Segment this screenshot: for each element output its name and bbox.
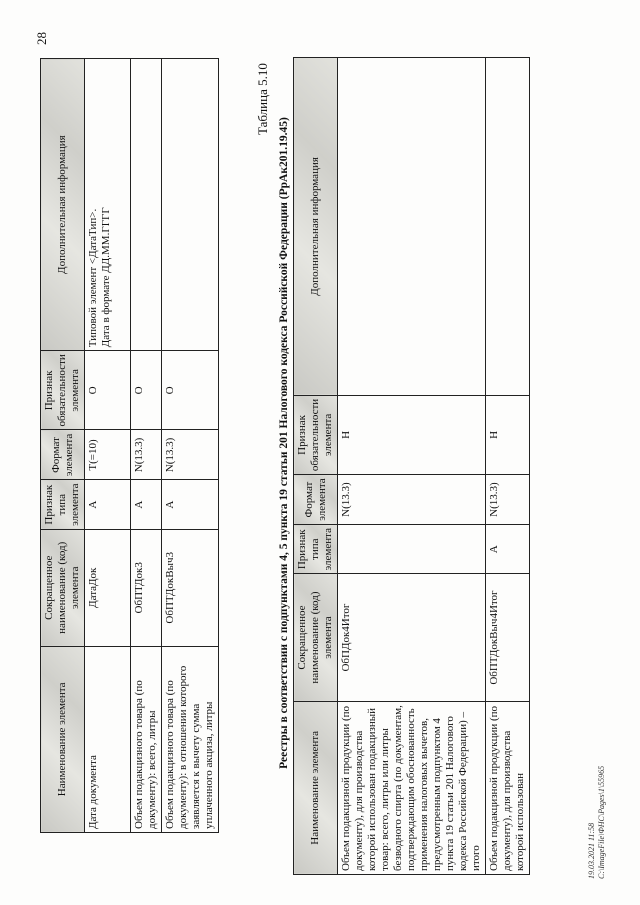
cell-format: N(13.3) bbox=[486, 475, 530, 525]
table-title: Реестры в соответствии с подпунктами 4, 5 пункта 19 статьи 201 Налогового кодекса Российской Федерации (РрАк201.19.45) bbox=[278, 117, 290, 769]
header-code: Сокращенное наименование (код) элемента bbox=[41, 529, 85, 646]
cell-type bbox=[338, 525, 486, 574]
elements-table-continued bbox=[40, 58, 219, 833]
table-row bbox=[85, 59, 131, 833]
cell-required: О bbox=[162, 351, 219, 430]
cell-type: А bbox=[131, 480, 162, 529]
header-name: Наименование элемента bbox=[294, 701, 338, 874]
cell-type: А bbox=[162, 480, 219, 529]
cell-info bbox=[162, 59, 219, 351]
cell-format: T(=10) bbox=[85, 430, 131, 480]
header-info: Дополнительная информация bbox=[41, 59, 85, 351]
cell-format: N(13.3) bbox=[162, 430, 219, 480]
cell-info bbox=[486, 58, 530, 396]
table-header-row bbox=[41, 59, 85, 833]
cell-name: Объем подакцизной продукции (по документу), для производства которой использован bbox=[486, 701, 530, 874]
header-info: Дополнительная информация bbox=[294, 58, 338, 396]
cell-info bbox=[338, 58, 486, 396]
cell-name: Дата документа bbox=[85, 646, 131, 832]
cell-format: N(13.3) bbox=[131, 430, 162, 480]
table-row bbox=[338, 58, 486, 875]
cell-type: А bbox=[85, 480, 131, 529]
header-required: Признак обязательности элемента bbox=[41, 351, 85, 430]
stamp-line-1: 19.03.2021 11:58 bbox=[587, 822, 596, 879]
header-type: Признак типа элемента bbox=[294, 525, 338, 574]
cell-type: А bbox=[486, 525, 530, 574]
cell-code: ОбПДок4Итог bbox=[338, 574, 486, 701]
table-label: Таблица 5.10 bbox=[255, 63, 270, 135]
cell-code: ОбПТДокВыч4Итог bbox=[486, 574, 530, 701]
header-format: Формат элемента bbox=[294, 475, 338, 525]
cell-required: О bbox=[85, 351, 131, 430]
header-format: Формат элемента bbox=[41, 430, 85, 480]
cell-info bbox=[131, 59, 162, 351]
table-row bbox=[162, 59, 219, 833]
cell-format: N(13.3) bbox=[338, 475, 486, 525]
header-type: Признак типа элемента bbox=[41, 480, 85, 529]
cell-required: Н bbox=[338, 395, 486, 474]
cell-code: ДатаДок bbox=[85, 529, 131, 646]
cell-required: О bbox=[131, 351, 162, 430]
table-header-row bbox=[294, 58, 338, 875]
table-row bbox=[131, 59, 162, 833]
cell-required: Н bbox=[486, 395, 530, 474]
cell-code: ОбПТДок3 bbox=[131, 529, 162, 646]
registry-table bbox=[293, 57, 530, 875]
cell-name: Объем подакцизной продукции (по документу), для производства которой использован подакцизный товар: всего, литры или литры безводного спирта (по документам, подтверждающим обоснованность применения налоговых вычетов, предусмотренным подпунктом 4 пункта 19 статьи 201 Налогового кодекса Российской Федерации) – итого bbox=[338, 701, 486, 874]
document-stamp bbox=[587, 766, 607, 879]
page-number: 28 bbox=[34, 32, 49, 45]
header-name: Наименование элемента bbox=[41, 646, 85, 832]
cell-name: Объем подакцизного товара (по документу): в отношении которого заявляется к вычету сумма уплаченного акциза, литры bbox=[162, 646, 219, 832]
cell-name: Объем подакцизного товара (по документу): всего, литры bbox=[131, 646, 162, 832]
header-code: Сокращенное наименование (код) элемента bbox=[294, 574, 338, 701]
cell-info: Типовой элемент <ДатаТип>. Дата в формате ДД.ММ.ГГГГ bbox=[85, 59, 131, 351]
table-row bbox=[486, 58, 530, 875]
header-required: Признак обязательности элемента bbox=[294, 395, 338, 474]
cell-code: ОбПТДокВыч3 bbox=[162, 529, 219, 646]
stamp-line-2: С:\ImageFile\ФНС\Pages\1\55965 bbox=[597, 765, 606, 879]
